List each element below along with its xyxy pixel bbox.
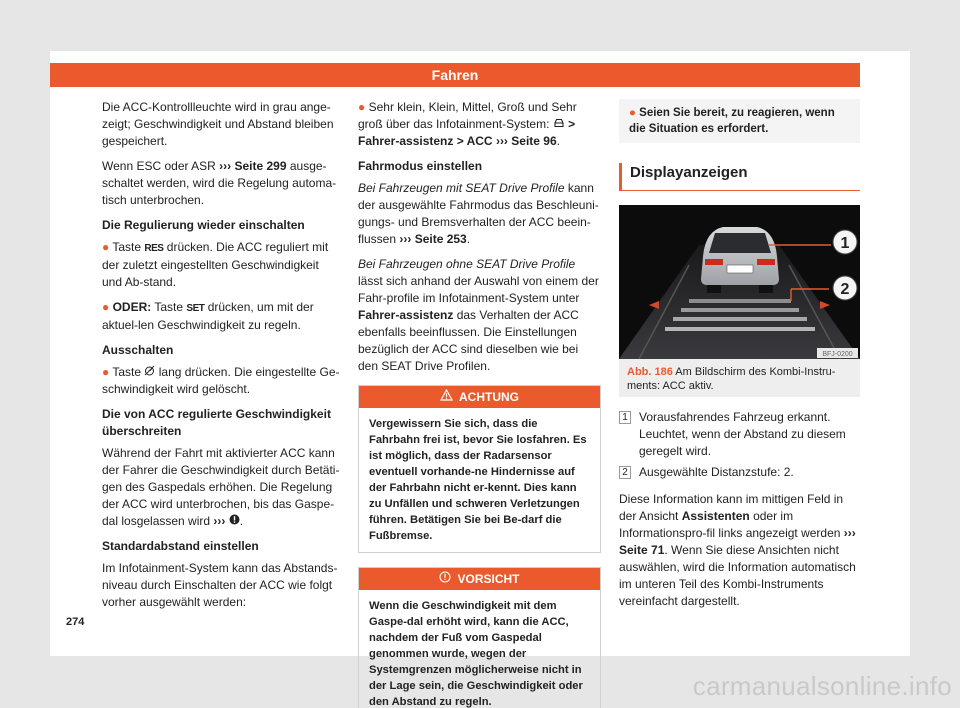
paragraph: Bei Fahrzeugen ohne SEAT Drive Profile lässt sich anhand der Auswahl von einem der Fahr-profile im Infotainment-System unter Fahrer-assistenz das Verhalten der ACC ebenfalls beeinflussen. Die Einstellungen bezüglich der ACC sind dieselben wie bei den SEAT Drive Profilen. [358,257,599,373]
bullet-item: ● ODER: Taste SET drücken, um mit der aktuel-len Geschwindigkeit zu regeln. [102,300,314,332]
warning-box-header: ACHTUNG [359,386,600,408]
paragraph: Im Infotainment-System kann das Abstands-niveau durch Einschalten der ACC wie folgt vorher ausgewählt werden: [102,561,338,609]
page-number: 274 [66,616,85,628]
subheading: Standardabstand einstellen [102,539,259,553]
res-button-icon: RES [144,243,164,254]
legend-number: 1 [619,411,631,424]
warning-box [358,385,601,553]
legend-number: 2 [619,466,631,479]
page-link[interactable]: ››› [210,514,229,528]
car-menu-icon [553,117,565,131]
set-button-icon: SET [186,303,205,314]
caution-box-header: VORSICHT [359,568,600,590]
bullet-item: ● Taste lang drücken. Die eingestellte Ge-schwindigkeit wird gelöscht. [102,365,340,396]
column-1 [102,99,340,619]
figure-code: BFJ-0200 [822,351,853,358]
page-link[interactable]: ››› Seite 253 [396,232,467,246]
paragraph: Während der Fahrt mit aktivierter ACC kann der Fahrer die Geschwindigkeit durch Betäti-gen des Gaspedals erhöhen. Die Regelung der ACC wird unterbrochen, bis das Gaspe-dal losgelassen wird ››› . [102,446,340,528]
paragraph: Die ACC-Kontrollleuchte wird in grau ange-zeigt; Geschwindigkeit und Abstand bleiben gespeichert. [102,100,334,148]
legend-item: 2 Ausgewählte Distanzstufe: 2. [619,464,860,481]
page-link[interactable]: ››› Seite 96 [492,134,557,148]
warning-circle-icon [229,514,240,528]
bullet-item: ● Sehr klein, Klein, Mittel, Groß und Sehr groß über das Infotainment-System: > Fahrer-assistenz > ACC ››› Seite 96. [358,100,577,148]
page-link[interactable]: ››› Seite 71 [619,526,856,557]
acc-display-figure [619,205,860,359]
section-title: Displayanzeigen [619,163,860,191]
acc-off-icon [144,365,155,379]
watermark: carmanualsonline.info [692,671,952,701]
bullet-icon: ● [358,100,366,114]
subheading: Ausschalten [102,343,174,357]
paragraph: Wenn ESC oder ASR ››› Seite 299 ausge-schaltet werden, wird die Regelung automa-tisch unterbrochen. [102,159,337,207]
bullet-item: ● Taste RES drücken. Die ACC reguliert mit der zuletzt eingestellten Geschwindigkeit und Ab-stand. [102,240,329,289]
column-2 [358,99,601,708]
legend-item: 1 Vorausfahrendes Fahrzeug erkannt. Leuchtet, wenn der Abstand zu diesem geregelt wird. [619,409,860,460]
subheading: Die von ACC regulierte Geschwindigkeit überschreiten [102,407,331,438]
bullet-icon: ● [102,300,110,314]
paragraph: Bei Fahrzeugen mit SEAT Drive Profile kann der ausgewählte Fahrmodus das Beschleuni-gungs- und Bremsverhalten der ACC beein-flussen ››› Seite 253. [358,181,599,246]
page-link[interactable]: ››› Seite 299 [219,159,287,173]
bullet-icon: ● [102,240,110,254]
info-circle-icon [439,571,451,588]
column-3 [619,99,860,618]
acc-display-illustration [619,205,860,359]
notice-bullet: ● Seien Sie bereit, zu reagieren, wenn die Situation es erfordert. [619,99,860,143]
figure-caption: Abb. 186 Am Bildschirm des Kombi-Instru-ments: ACC aktiv. [619,359,860,397]
caution-box [358,567,601,708]
callout-2: 2 [840,281,850,298]
bullet-icon: ● [629,107,636,119]
subheading: Die Regulierung wieder einschalten [102,218,305,232]
preceding-car [701,227,779,293]
caution-box-text: Wenn die Geschwindigkeit mit dem Gaspe-dal erhöht wird, kann die ACC, nachdem der Fuß vom Gaspedal genommen wurde, wegen der Systemgrenzen möglicherweise nicht in der Lage sein, die Geschwindigkeit oder den Abstand zu regeln. [369,600,583,708]
subheading: Fahrmodus einstellen [358,159,483,173]
bullet-icon: ● [102,365,110,379]
chapter-header: Fahren [50,63,860,87]
callout-1: 1 [840,235,850,252]
warning-box-text: Vergewissern Sie sich, dass die Fahrbahn frei ist, bevor Sie losfahren. Es ist möglich, dass der Radarsensor eventuell vorhande-ne Hindernisse auf der Fahrbahn nicht er-kennt. Dies kann zu Unfällen und schweren Verletzungen führen. Betätigen Sie bei Be-darf die Fußbremse. [369,418,587,542]
warning-triangle-icon [440,389,453,406]
paragraph: Diese Information kann im mittigen Feld in der Ansicht Assistenten oder im Informationspro-fil links angezeigt werden ››› Seite 71. Wenn Sie diese Ansichten nicht auswählen, wird die Information automatisch im unteren Teil des Kombi-Instruments vereinfacht dargestellt. [619,492,856,608]
